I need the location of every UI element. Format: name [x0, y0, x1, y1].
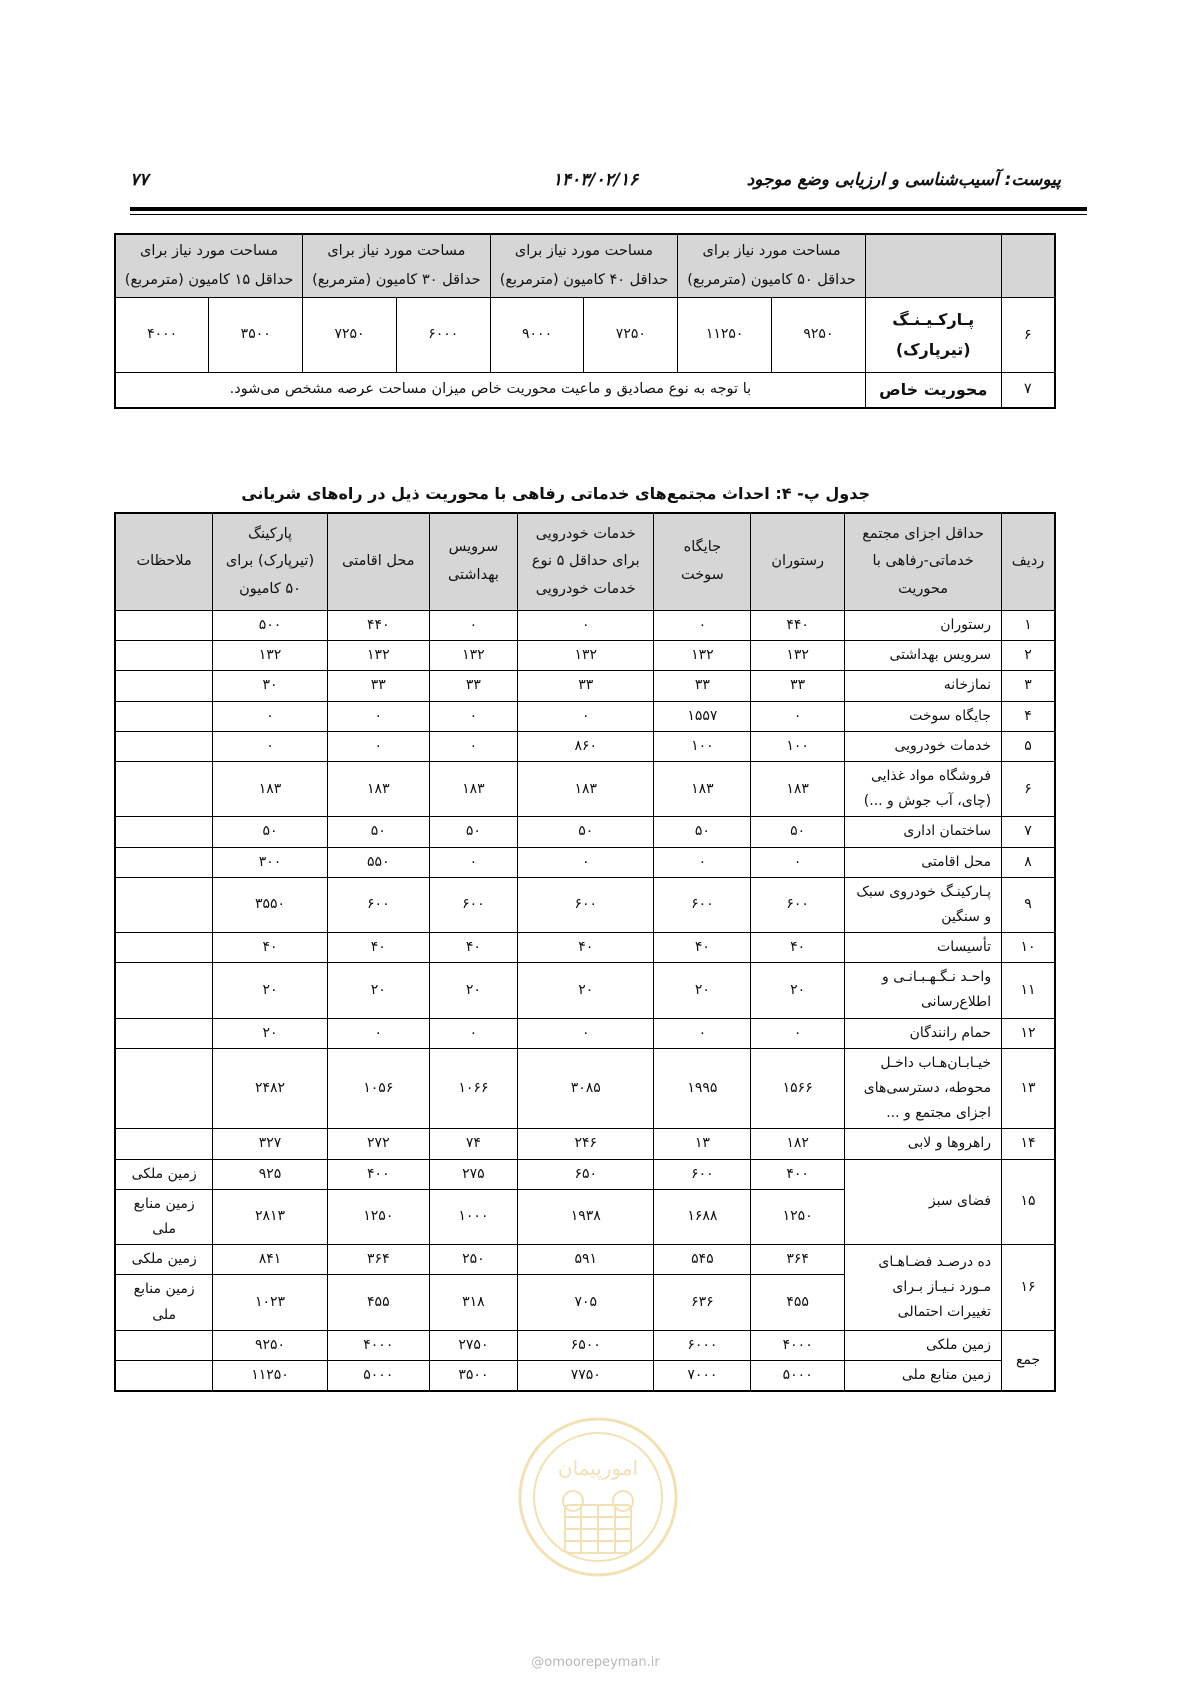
table-cell: ۰	[751, 701, 845, 731]
row-number: ۷	[1002, 817, 1055, 847]
table-cell: ۵۰۰۰	[751, 1360, 845, 1391]
note-cell: زمین منابع ملی	[115, 1275, 213, 1330]
table-row	[115, 611, 1055, 641]
table-cell: ۴۰	[654, 933, 751, 963]
table1-header-cell: مساحت مورد نیاز برای حداقل ۴۰ کامیون (مترمربع)	[490, 234, 678, 298]
table-cell: ۰	[429, 701, 517, 731]
table-cell: ۴۰۰	[327, 1159, 429, 1189]
table-cell: ۴۰	[751, 933, 845, 963]
table-row	[115, 1048, 1055, 1129]
table-cell: ۱۳۲	[429, 641, 517, 671]
table-cell: ۶۵۰	[517, 1159, 654, 1189]
row-number: ۴	[1002, 701, 1055, 731]
table1-header-cell: مساحت مورد نیاز برای حداقل ۵۰ کامیون (مترمربع)	[678, 234, 866, 298]
footer-watermark: @omoorepeyman.ir	[531, 1655, 660, 1670]
table2-header-cell: خدمات خودرویی برای حداقل ۵ نوع خدمات خودرویی	[517, 513, 654, 611]
table-cell: ۶۰۰۰	[396, 298, 490, 373]
table-cell: ۴۰۰۰	[115, 298, 209, 373]
table-cell: ۱۸۳	[517, 761, 654, 816]
row-number: ۹	[1002, 877, 1055, 932]
table-row	[115, 817, 1055, 847]
table-row	[115, 847, 1055, 877]
table-cell: ۴۰۰۰	[751, 1330, 845, 1360]
page-header	[130, 170, 1061, 198]
table-cell: ۰	[429, 611, 517, 641]
table-cell: ۳۳	[429, 671, 517, 701]
row-label: رستوران	[845, 611, 1002, 641]
table-cell: ۰	[654, 1018, 751, 1048]
table-cell: ۷۲۵۰	[303, 298, 397, 373]
table2-header-cell: سرویس بهداشتی	[429, 513, 517, 611]
table-cell: ۰	[429, 731, 517, 761]
row-label: محوریت خاص	[865, 373, 1001, 408]
table-cell: ۱۸۲	[751, 1129, 845, 1159]
table-cell: ۷۰۰۰	[654, 1360, 751, 1391]
table-cell: ۲۵۰	[429, 1245, 517, 1275]
table2-header-cell: محل اقامتی	[327, 513, 429, 611]
table-cell: ۴۰	[327, 933, 429, 963]
table1-header-cell: مساحت مورد نیاز برای حداقل ۱۵ کامیون (مترمربع)	[115, 234, 303, 298]
table-caption: جدول پ- ۴: احداث مجتمع‌های خدماتی رفاهی با محوریت ذیل در راه‌های شریانی	[241, 484, 870, 503]
stamp-logo	[513, 1405, 683, 1590]
row-label: راهروها و لابی	[845, 1129, 1002, 1159]
table-cell: ۲۰	[429, 963, 517, 1018]
table1-header-blank	[865, 234, 1001, 298]
note-cell	[115, 1018, 213, 1048]
table-cell: ۳۳	[751, 671, 845, 701]
table-cell: ۵۰	[751, 817, 845, 847]
table-cell: ۹۲۵	[213, 1159, 327, 1189]
table-cell: ۱۸۳	[327, 761, 429, 816]
table-cell: ۰	[429, 847, 517, 877]
table1-header-row	[115, 234, 1055, 298]
table-cell: ۴۰	[517, 933, 654, 963]
table-cell: ۶۰۰	[327, 877, 429, 932]
table-cell: ۳۶۴	[751, 1245, 845, 1275]
table-cell: ۵۰۰	[213, 611, 327, 641]
table2-header-cell: حداقل اجزای مجتمع خدماتی-رفاهی با محوریت	[845, 513, 1002, 611]
table-row	[115, 1159, 1055, 1189]
table-cell: ۱۸۳	[429, 761, 517, 816]
row-label: خیـابـان‌هـاب داخـل محوطه، دسترسی‌های اجزای مجتمع و ...	[845, 1048, 1002, 1129]
table-cell: ۱۸۳	[751, 761, 845, 816]
table-row	[115, 963, 1055, 1018]
table-cell: ۱۸۳	[654, 761, 751, 816]
table-cell: ۱۲۵۰	[751, 1189, 845, 1244]
table-cell: ۹۲۵۰	[213, 1330, 327, 1360]
row-label: جایگاه سوخت	[845, 701, 1002, 731]
table-cell: ۰	[327, 1018, 429, 1048]
table-cell: ۵۰	[327, 817, 429, 847]
row-label: پـارکینـگ خودروی سبک و سنگین	[845, 877, 1002, 932]
table-cell: ۵۰۰۰	[327, 1360, 429, 1391]
table-cell: ۱۰۲۳	[213, 1275, 327, 1330]
table-cell: ۰	[429, 1018, 517, 1048]
row-note: با توجه به نوع مصادیق و ماعیت محوریت خاص میزان مساحت عرصه مشخص می‌شود.	[115, 373, 865, 408]
table-row	[115, 298, 1055, 373]
table-cell: ۱۹۹۵	[654, 1048, 751, 1129]
table-cell: ۸۴۱	[213, 1245, 327, 1275]
table-cell: ۱۱۲۵۰	[213, 1360, 327, 1391]
row-label: نمازخانه	[845, 671, 1002, 701]
note-cell	[115, 963, 213, 1018]
table-cell: ۰	[751, 1018, 845, 1048]
row-label: فضای سبز	[845, 1159, 1002, 1245]
table-cell: ۱۰۵۶	[327, 1048, 429, 1129]
row-number: ۷	[1001, 373, 1055, 408]
note-cell	[115, 761, 213, 816]
table-row	[115, 641, 1055, 671]
table-cell: ۱۲۵۰	[327, 1189, 429, 1244]
row-label: ساختمان اداری	[845, 817, 1002, 847]
table-cell: ۱۳۲	[751, 641, 845, 671]
note-cell	[115, 1129, 213, 1159]
table-row	[115, 877, 1055, 932]
table-cell: ۰	[517, 1018, 654, 1048]
row-label: محل اقامتی	[845, 847, 1002, 877]
total-row	[115, 1360, 1055, 1391]
table-cell: ۳۰	[213, 671, 327, 701]
table-cell: ۰	[213, 731, 327, 761]
note-cell: زمین منابع ملی	[115, 1189, 213, 1244]
table-cell: ۳۲۷	[213, 1129, 327, 1159]
table-cell: ۱۰۰	[751, 731, 845, 761]
table-cell: ۷۷۵۰	[517, 1360, 654, 1391]
table-cell: ۶۳۶	[654, 1275, 751, 1330]
table-cell: ۳۶۴	[327, 1245, 429, 1275]
table-cell: ۳۵۰۰	[429, 1360, 517, 1391]
note-cell	[115, 701, 213, 731]
table-cell: ۱۸۳	[213, 761, 327, 816]
header-rule-thin	[130, 214, 1087, 215]
row-label: واحـد نـگـهـبـانـی و اطلاع‌رسانی	[845, 963, 1002, 1018]
row-number: ۶	[1001, 298, 1055, 373]
table-cell: ۱۳۲	[517, 641, 654, 671]
note-cell	[115, 731, 213, 761]
table-cell: ۶۰۰	[429, 877, 517, 932]
table-cell: ۴۰	[213, 933, 327, 963]
table-cell: ۱۰۶۶	[429, 1048, 517, 1129]
row-number: ۱۱	[1002, 963, 1055, 1018]
row-number: ۱۶	[1002, 1245, 1055, 1331]
note-cell	[115, 641, 213, 671]
table-cell: ۳۰۰	[213, 847, 327, 877]
stamp-text: امورپیمان	[557, 1456, 639, 1480]
note-cell	[115, 1330, 213, 1360]
table-cell: ۴۵۵	[751, 1275, 845, 1330]
header-date: ۱۴۰۳/۰۲/۱۶	[552, 170, 639, 190]
table-row	[115, 1245, 1055, 1275]
row-number: ۱	[1002, 611, 1055, 641]
table2-header-cell: ردیف	[1002, 513, 1055, 611]
note-cell: زمین ملکی	[115, 1159, 213, 1189]
table2-header-cell: پارکینگ (تیرپارک) برای ۵۰ کامیون	[213, 513, 327, 611]
table-cell: ۲۰	[654, 963, 751, 1018]
table-cell: ۲۷۵	[429, 1159, 517, 1189]
row-number: ۸	[1002, 847, 1055, 877]
table1-header-blank	[1001, 234, 1055, 298]
table-row	[115, 1129, 1055, 1159]
table2-header-cell: ملاحظات	[115, 513, 213, 611]
note-cell: زمین ملکی	[115, 1245, 213, 1275]
note-cell	[115, 1048, 213, 1129]
table-cell: ۰	[654, 611, 751, 641]
row-number: ۱۳	[1002, 1048, 1055, 1129]
table-cell: ۲۰	[517, 963, 654, 1018]
table-cell: ۶۰۰	[517, 877, 654, 932]
row-number: ۶	[1002, 761, 1055, 816]
table-cell: ۲۷۵۰	[429, 1330, 517, 1360]
note-cell	[115, 611, 213, 641]
table-cell: ۱۱۲۵۰	[678, 298, 772, 373]
row-number: ۳	[1002, 671, 1055, 701]
note-cell	[115, 847, 213, 877]
table-cell: ۵۰	[517, 817, 654, 847]
table-cell: ۱۵۵۷	[654, 701, 751, 731]
table-cell: ۲۰	[751, 963, 845, 1018]
table-cell: ۱۰۰۰	[429, 1189, 517, 1244]
note-cell	[115, 671, 213, 701]
table2-header-row	[115, 513, 1055, 611]
table-cell: ۶۰۰۰	[654, 1330, 751, 1360]
table-cell: ۲۸۱۳	[213, 1189, 327, 1244]
row-label: فروشگاه مواد غذایی (چای، آب جوش و ...)	[845, 761, 1002, 816]
area-requirements-table	[114, 233, 1056, 409]
table-cell: ۳۵۵۰	[213, 877, 327, 932]
table-cell: ۹۲۵۰	[772, 298, 866, 373]
table2-header-cell: رستوران	[751, 513, 845, 611]
table-cell: ۱۳	[654, 1129, 751, 1159]
row-label: پـارکـیـنـگ (تیرپارک)	[865, 298, 1001, 373]
table-cell: ۵۹۱	[517, 1245, 654, 1275]
table-cell: ۶۵۰۰	[517, 1330, 654, 1360]
table-cell: ۳۱۸	[429, 1275, 517, 1330]
table-cell: ۶۰۰	[751, 877, 845, 932]
table-row	[115, 701, 1055, 731]
table-cell: ۹۰۰۰	[490, 298, 584, 373]
table-row	[115, 731, 1055, 761]
table-cell: ۳۳	[327, 671, 429, 701]
table-cell: ۱۶۸۸	[654, 1189, 751, 1244]
table-cell: ۴۵۵	[327, 1275, 429, 1330]
total-row	[115, 1330, 1055, 1360]
table-cell: ۱۳۲	[327, 641, 429, 671]
table-cell: ۳۳	[517, 671, 654, 701]
table-cell: ۳۰۸۵	[517, 1048, 654, 1129]
table-cell: ۲۴۶	[517, 1129, 654, 1159]
table-cell: ۶۰۰	[654, 877, 751, 932]
row-number: ۱۰	[1002, 933, 1055, 963]
table-cell: ۴۴۰	[327, 611, 429, 641]
row-number: ۵	[1002, 731, 1055, 761]
table-row	[115, 933, 1055, 963]
row-label: خدمات خودرویی	[845, 731, 1002, 761]
note-cell	[115, 933, 213, 963]
table-cell: ۱۰۰	[654, 731, 751, 761]
table-row	[115, 373, 1055, 408]
table-cell: ۵۴۵	[654, 1245, 751, 1275]
table-cell: ۵۰	[429, 817, 517, 847]
table-cell: ۴۴۰	[751, 611, 845, 641]
table-cell: ۲۰	[213, 963, 327, 1018]
table2-body	[115, 611, 1055, 1392]
row-label: زمین ملکی	[845, 1330, 1002, 1360]
note-cell	[115, 817, 213, 847]
table-row	[115, 1018, 1055, 1048]
table-cell: ۰	[751, 847, 845, 877]
table-cell: ۰	[327, 701, 429, 731]
row-label: سرویس بهداشتی	[845, 641, 1002, 671]
table-cell: ۳۵۰۰	[209, 298, 303, 373]
table-cell: ۱۹۳۸	[517, 1189, 654, 1244]
table-cell: ۶۰۰	[654, 1159, 751, 1189]
table-cell: ۵۰	[654, 817, 751, 847]
table-cell: ۷۲۵۰	[584, 298, 678, 373]
table-cell: ۱۵۶۶	[751, 1048, 845, 1129]
table-cell: ۲۰	[213, 1018, 327, 1048]
table-cell: ۴۰	[429, 933, 517, 963]
note-cell	[115, 877, 213, 932]
table-cell: ۷۴	[429, 1129, 517, 1159]
table-cell: ۰	[517, 847, 654, 877]
table-cell: ۰	[654, 847, 751, 877]
table-cell: ۰	[327, 731, 429, 761]
table-cell: ۳۳	[654, 671, 751, 701]
row-number: ۲	[1002, 641, 1055, 671]
row-label: حمام رانندگان	[845, 1018, 1002, 1048]
header-title: پیوست: آسیب‌شناسی و ارزیابی وضع موجود	[746, 170, 1061, 190]
row-number: ۱۲	[1002, 1018, 1055, 1048]
table-cell: ۲۴۸۲	[213, 1048, 327, 1129]
table-cell: ۵۵۰	[327, 847, 429, 877]
totals-label: جمع	[1002, 1330, 1055, 1391]
table2-header-cell: جایگاه سوخت	[654, 513, 751, 611]
table-row	[115, 671, 1055, 701]
row-label: ده درصـد فضـاهـای مـورد نـیـاز بـرای تغییرات احتمالی	[845, 1245, 1002, 1331]
row-number: ۱۴	[1002, 1129, 1055, 1159]
row-label: تأسیسات	[845, 933, 1002, 963]
table-cell: ۸۶۰	[517, 731, 654, 761]
service-complex-table	[114, 512, 1056, 1392]
table-cell: ۲۷۲	[327, 1129, 429, 1159]
table-cell: ۵۰	[213, 817, 327, 847]
table-cell: ۷۰۵	[517, 1275, 654, 1330]
note-cell	[115, 1360, 213, 1391]
table-cell: ۱۳۲	[213, 641, 327, 671]
header-rule-thick	[130, 207, 1087, 211]
table1-header-cell: مساحت مورد نیاز برای حداقل ۳۰ کامیون (مترمربع)	[303, 234, 491, 298]
table-cell: ۰	[213, 701, 327, 731]
page-number: ۷۷	[130, 170, 149, 190]
table-cell: ۴۰۰۰	[327, 1330, 429, 1360]
table-row	[115, 761, 1055, 816]
table-cell: ۰	[517, 701, 654, 731]
table-cell: ۰	[517, 611, 654, 641]
table-cell: ۱۳۲	[654, 641, 751, 671]
row-number: ۱۵	[1002, 1159, 1055, 1245]
row-label: زمین منابع ملی	[845, 1360, 1002, 1391]
table-cell: ۴۰۰	[751, 1159, 845, 1189]
table-cell: ۲۰	[327, 963, 429, 1018]
